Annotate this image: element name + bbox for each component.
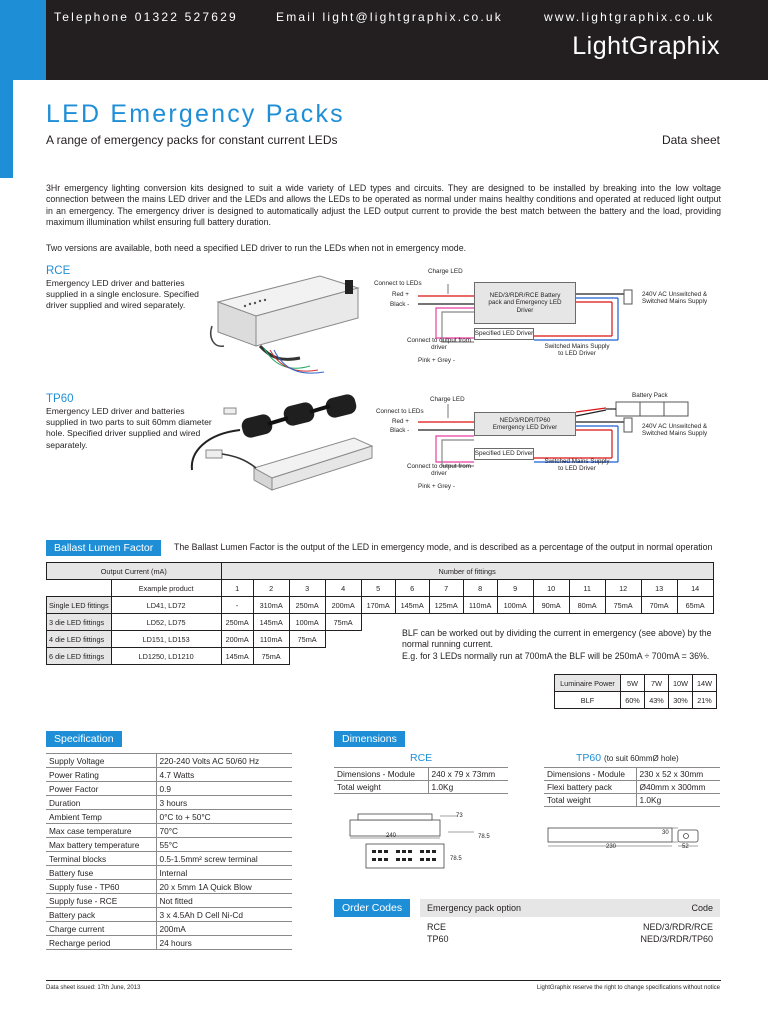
spec-value: 55°C xyxy=(156,838,292,852)
table-row xyxy=(46,796,292,810)
row-label: 6 die LED fittings xyxy=(47,648,112,665)
output-current-header: Output Current (mA) xyxy=(47,563,222,580)
spec-key: Max case temperature xyxy=(46,824,156,838)
current-cell: 145mA xyxy=(395,597,429,614)
count-cell: 6 xyxy=(395,580,429,597)
current-cell: 100mA xyxy=(497,597,533,614)
rce-product-photo xyxy=(200,262,370,382)
table-row xyxy=(544,794,720,807)
spec-key: Power Factor xyxy=(46,782,156,796)
tp60-dim-width: 52 xyxy=(682,844,689,850)
table-row xyxy=(46,782,292,796)
spec-value: 200mA xyxy=(156,922,292,936)
tp60-dimension-drawing xyxy=(546,822,722,856)
count-cell: 13 xyxy=(641,580,677,597)
spec-key: Battery pack xyxy=(46,908,156,922)
row-product: LD52, LD75 xyxy=(111,614,221,631)
order-code: NED/3/RDR/RCE xyxy=(642,922,713,932)
count-cell: 9 xyxy=(497,580,533,597)
current-cell: 125mA xyxy=(429,597,463,614)
power-cell: 10W xyxy=(669,675,693,692)
page-title: LED Emergency Packs xyxy=(46,100,345,128)
blf-table xyxy=(554,674,717,709)
footer-rights: LightGraphix reserve the right to change specifications without notice xyxy=(536,985,720,991)
order-option-header: Emergency pack option xyxy=(427,903,522,913)
tp60-charge-led-label: Charge LED xyxy=(430,396,465,403)
table-row xyxy=(334,781,508,794)
row-product: LD151, LD153 xyxy=(111,631,221,648)
tp60-dimensions-head xyxy=(576,752,679,764)
intro-paragraph: 3Hr emergency lighting conversion kits designed to suit a wide variety of LED types and circuits. They are designed to be installed by breaking into the low voltage connection between the mains LED driver and the LEDs and allows the LEDs to be operated as normal under mains healthy conditions and operated at reduced light output in an emergency. The emergency driver is designed to automatically adjust the LED output current to provide the best match between the battery and the load, providing maximum illumination whilst ensuring full battery duration. xyxy=(46,183,721,227)
dim-key: Flexi battery pack xyxy=(544,781,636,794)
versions-note: Two versions are available, both need a specified LED driver to run the LEDs when not in emergency mode. xyxy=(46,243,467,253)
power-cell: 5W xyxy=(621,675,645,692)
dim-value: 240 x 79 x 73mm xyxy=(428,768,508,781)
current-cell: 170mA xyxy=(361,597,395,614)
order-codes-header xyxy=(420,899,720,917)
order-codes-tab: Order Codes xyxy=(334,899,410,917)
rce-switched-mains-label: Switched Mains Supply to LED Driver xyxy=(544,343,610,358)
tp60-wiring-lines xyxy=(366,390,720,496)
tp60-hole-note: (to suit 60mmØ hole) xyxy=(604,754,679,763)
current-cell: 110mA xyxy=(463,597,497,614)
blf-cell: 60% xyxy=(621,692,645,709)
rce-dimensions-head: RCE xyxy=(410,752,433,764)
count-cell: 12 xyxy=(605,580,641,597)
spec-value: Internal xyxy=(156,866,292,880)
spec-value: 0.9 xyxy=(156,782,292,796)
number-of-fittings-header: Number of fittings xyxy=(221,563,713,580)
table-row xyxy=(46,866,292,880)
current-cell: 110mA xyxy=(253,631,289,648)
tp60-product-photo xyxy=(176,390,376,500)
spec-value: 0°C to + 50°C xyxy=(156,810,292,824)
spec-value: 4.7 Watts xyxy=(156,768,292,782)
table-row xyxy=(47,597,714,614)
blf-cell: 43% xyxy=(645,692,669,709)
tp60-dim-height: 30 xyxy=(662,830,669,836)
current-cell: 75mA xyxy=(289,631,325,648)
current-cell: 145mA xyxy=(221,648,253,665)
rce-pink-grey-label: Pink + Grey - xyxy=(418,357,455,364)
current-cell: 310mA xyxy=(253,597,289,614)
spec-key: Ambient Temp xyxy=(46,810,156,824)
spec-key: Battery fuse xyxy=(46,866,156,880)
order-code-header: Code xyxy=(691,903,713,913)
row-product: LD41, LD72 xyxy=(111,597,221,614)
current-cell: 100mA xyxy=(289,614,325,631)
count-cell: 4 xyxy=(325,580,361,597)
dim-value: 1.0Kg xyxy=(428,781,508,794)
table-row xyxy=(334,768,508,781)
rce-description: Emergency LED driver and batteries supplied in a single enclosure. Specified driver supplied and wired separately. xyxy=(46,278,199,311)
current-cell: 80mA xyxy=(569,597,605,614)
spec-key: Terminal blocks xyxy=(46,852,156,866)
tp60-red-label: Red + xyxy=(392,418,409,425)
rce-dim-length: 240 xyxy=(386,833,397,839)
spec-value: 20 x 5mm 1A Quick Blow xyxy=(156,880,292,894)
spec-value: 70°C xyxy=(156,824,292,838)
count-cell: 7 xyxy=(429,580,463,597)
current-cell: 200mA xyxy=(325,597,361,614)
order-code: NED/3/RDR/TP60 xyxy=(640,934,713,944)
specification-tab: Specification xyxy=(46,731,122,747)
order-option: RCE xyxy=(427,922,447,932)
table-row xyxy=(46,838,292,852)
dim-key: Dimensions - Module xyxy=(544,768,636,781)
rce-battery-pack-box: NED/3/RDR/RCE Battery pack and Emergency LED Driver xyxy=(474,282,576,324)
current-cell: - xyxy=(221,597,253,614)
count-cell: 3 xyxy=(289,580,325,597)
current-cell: 250mA xyxy=(289,597,325,614)
specification-table xyxy=(46,753,292,950)
current-cell: 250mA xyxy=(221,614,253,631)
header-email[interactable]: Email light@lightgraphix.co.uk xyxy=(276,10,503,24)
count-header-row xyxy=(47,580,714,597)
current-cell: 75mA xyxy=(605,597,641,614)
count-cell: 11 xyxy=(569,580,605,597)
blf-explanation xyxy=(402,628,720,662)
spec-key: Power Rating xyxy=(46,768,156,782)
ballast-description: The Ballast Lumen Factor is the output of the LED in emergency mode, and is described as a percentage of the output in normal operation xyxy=(174,542,713,552)
tp60-driver-box: NED/3/RDR/TP60 Emergency LED Driver xyxy=(474,412,576,436)
rce-charge-led-label: Charge LED xyxy=(428,268,463,275)
rce-wiring-diagram xyxy=(366,264,720,364)
tp60-dimensions-title: TP60 xyxy=(576,752,602,764)
current-cell: 70mA xyxy=(641,597,677,614)
table-row xyxy=(46,880,292,894)
dim-value: 1.0Kg xyxy=(636,794,720,807)
rce-dimensions-table xyxy=(334,767,508,794)
tp60-black-label: Black - xyxy=(390,427,410,434)
blf-note-line-2: E.g. for 3 LEDs normally run at 700mA the BLF will be 250mA ÷ 700mA = 36%. xyxy=(402,650,710,661)
tp60-title: TP60 xyxy=(46,393,74,405)
rce-red-label: Red + xyxy=(392,291,409,298)
dim-key: Total weight xyxy=(544,794,636,807)
current-cell: 145mA xyxy=(253,614,289,631)
blf-row-label: BLF xyxy=(555,692,621,709)
brand-logo: LightGraphix xyxy=(572,32,720,60)
blf-cell: 30% xyxy=(669,692,693,709)
tp60-mains-supply-label: 240V AC Unswitched & Switched Mains Supply xyxy=(642,423,708,438)
power-cell: 14W xyxy=(693,675,717,692)
dim-value: 230 x 52 x 30mm xyxy=(636,768,720,781)
row-label: 4 die LED fittings xyxy=(47,631,112,648)
luminaire-power-header: Luminaire Power xyxy=(555,675,621,692)
current-cell: 75mA xyxy=(253,648,289,665)
footer-issued: Data sheet issued: 17th June, 2013 xyxy=(46,985,141,991)
tp60-switched-mains-label: Switched Mains Supply to LED Driver xyxy=(544,458,610,473)
table-row xyxy=(544,781,720,794)
tp60-dim-length: 230 xyxy=(606,844,617,850)
header-accent-bar xyxy=(0,0,46,80)
ballast-lumen-factor-tab: Ballast Lumen Factor xyxy=(46,540,161,556)
table-row xyxy=(46,894,292,908)
order-option: TP60 xyxy=(427,934,449,944)
blf-note-line-1: BLF can be worked out by dividing the current in emergency (see above) by the normal running current. xyxy=(402,628,712,650)
tp60-specified-driver-box: Specified LED Driver xyxy=(474,448,534,460)
rce-dim-depth-2: 78.5 xyxy=(450,856,462,862)
rce-dim-height: 73 xyxy=(456,813,463,819)
table-row xyxy=(544,768,720,781)
dim-key: Dimensions - Module xyxy=(334,768,428,781)
current-cell: 200mA xyxy=(221,631,253,648)
spec-value: 220-240 Volts AC 50/60 Hz xyxy=(156,754,292,768)
tp60-connect-output-label: Connect to output from driver xyxy=(406,463,472,478)
spec-key: Supply Voltage xyxy=(46,754,156,768)
spec-value: 0.5-1.5mm² screw terminal xyxy=(156,852,292,866)
rce-connect-leds-label: Connect to LEDs xyxy=(374,280,422,287)
side-accent-bar xyxy=(0,80,13,178)
row-label: 3 die LED fittings xyxy=(47,614,112,631)
row-product: LD1250, LD1210 xyxy=(111,648,221,665)
rce-specified-driver-box: Specified LED Driver xyxy=(474,328,534,340)
current-cell: 65mA xyxy=(677,597,713,614)
tp60-pink-grey-label: Pink + Grey - xyxy=(418,483,455,490)
table-row xyxy=(46,852,292,866)
table-row xyxy=(46,810,292,824)
rce-dim-depth: 78.5 xyxy=(478,834,490,840)
current-cell: 90mA xyxy=(533,597,569,614)
spec-value: 3 hours xyxy=(156,796,292,810)
spec-key: Recharge period xyxy=(46,936,156,950)
table-row xyxy=(46,922,292,936)
spec-key: Supply fuse - RCE xyxy=(46,894,156,908)
current-cell: 75mA xyxy=(325,614,361,631)
spec-value: 3 x 4.5Ah D Cell Ni-Cd xyxy=(156,908,292,922)
order-row-rce xyxy=(420,922,720,932)
table-row xyxy=(46,908,292,922)
dim-key: Total weight xyxy=(334,781,428,794)
header-telephone: Telephone 01322 527629 xyxy=(54,10,238,24)
table-row xyxy=(46,768,292,782)
table-row xyxy=(46,936,292,950)
count-cell: 5 xyxy=(361,580,395,597)
spec-key: Supply fuse - TP60 xyxy=(46,880,156,894)
rce-black-label: Black - xyxy=(390,301,410,308)
spec-value: Not fitted xyxy=(156,894,292,908)
header-website[interactable]: www.lightgraphix.co.uk xyxy=(544,10,715,24)
spec-key: Charge current xyxy=(46,922,156,936)
page-subtitle: A range of emergency packs for constant current LEDs xyxy=(46,133,338,147)
tp60-connect-leds-label: Connect to LEDs xyxy=(376,408,424,415)
count-cell: 14 xyxy=(677,580,713,597)
dim-value: Ø40mm x 300mm xyxy=(636,781,720,794)
tp60-wiring-diagram xyxy=(366,390,720,496)
count-cell: 2 xyxy=(253,580,289,597)
table-row xyxy=(46,754,292,768)
footer-divider xyxy=(46,980,721,981)
order-row-tp60 xyxy=(420,934,720,944)
rce-mains-supply-label: 240V AC Unswitched & Switched Mains Supply xyxy=(642,291,708,306)
tp60-dimensions-table xyxy=(544,767,720,807)
tp60-battery-pack-label: Battery Pack xyxy=(632,392,668,399)
doc-type-label: Data sheet xyxy=(661,133,720,147)
count-cell: 10 xyxy=(533,580,569,597)
count-cell: 1 xyxy=(221,580,253,597)
spec-value: 24 hours xyxy=(156,936,292,950)
dimensions-tab: Dimensions xyxy=(334,731,405,747)
count-cell: 8 xyxy=(463,580,497,597)
spec-key: Duration xyxy=(46,796,156,810)
tp60-description: Emergency LED driver and batteries supplied in two parts to suit 60mm diameter hole. Specified driver supplied and wired separately. xyxy=(46,406,212,450)
example-product-header: Example product xyxy=(111,580,221,597)
rce-connect-output-label: Connect to output from driver xyxy=(406,337,472,352)
rce-title: RCE xyxy=(46,265,71,277)
table-row xyxy=(46,824,292,838)
blf-cell: 21% xyxy=(693,692,717,709)
power-cell: 7W xyxy=(645,675,669,692)
spec-key: Max battery temperature xyxy=(46,838,156,852)
row-label: Single LED fittings xyxy=(47,597,112,614)
